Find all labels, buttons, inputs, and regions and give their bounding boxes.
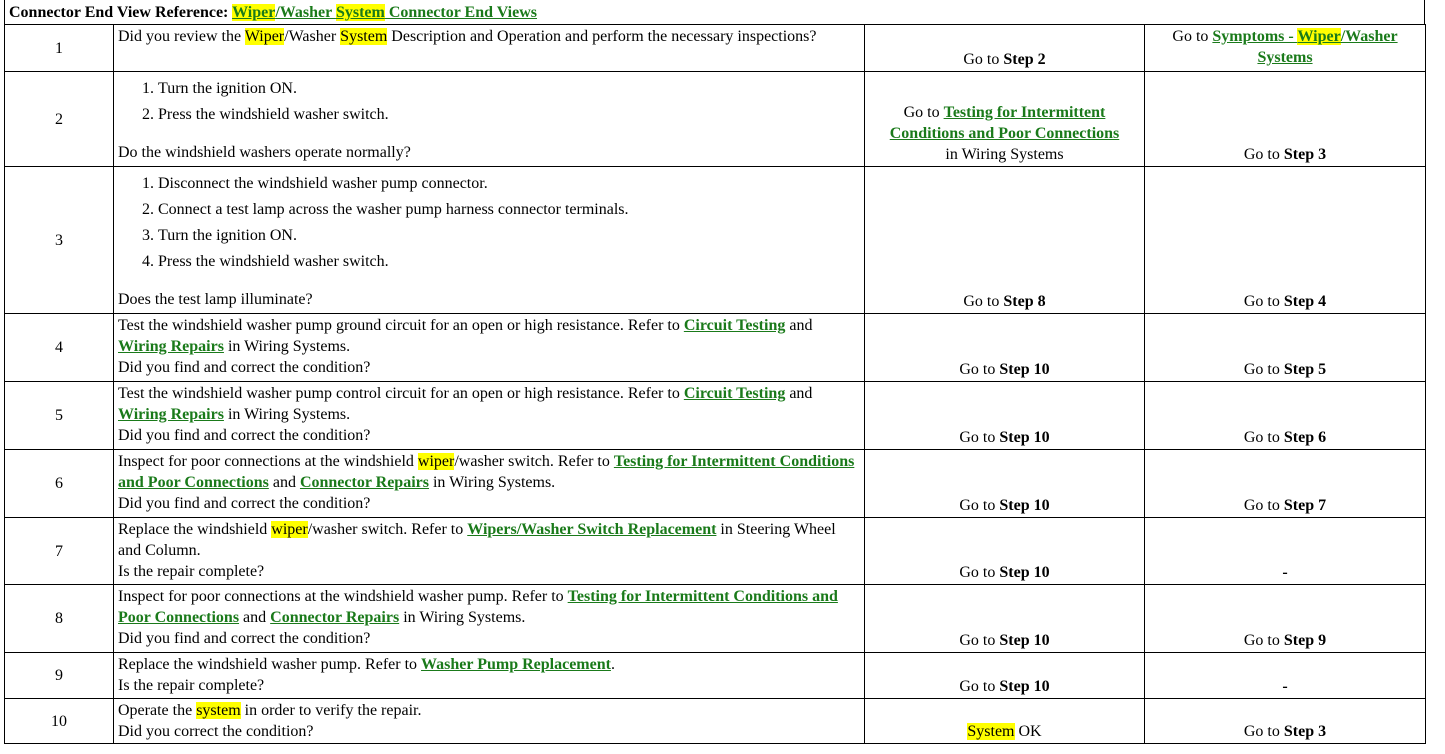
step-question: Is the repair complete? — [118, 563, 265, 580]
table-row — [5, 25, 1426, 72]
yes-action: System OK — [865, 699, 1145, 744]
no-action: Go to Step 9 — [1145, 585, 1426, 653]
no-action: Go to Step 4 — [1145, 167, 1426, 314]
step-description — [114, 72, 865, 167]
diagnostic-table — [4, 24, 1426, 744]
step-link[interactable]: Step 4 — [1283, 293, 1327, 310]
table-row — [5, 699, 1426, 744]
step-question: Did you find and correct the condition? — [118, 359, 371, 376]
intermittent-conditions-link[interactable]: Testing for Intermittent Conditions and Poor Connections — [889, 104, 1120, 142]
diagnostic-page — [4, 0, 1425, 744]
connector-repairs-link[interactable]: Connector Repairs — [270, 609, 400, 626]
connector-end-views-link[interactable]: Wiper/Washer System Connector End Views — [232, 4, 538, 21]
step-question: Is the repair complete? — [118, 677, 265, 694]
step-description: Inspect for poor connections at the windshield wiper/washer switch. Refer to Testing for Intermittent Conditions and Poor Connections and Connector Repairs in Wiring Systems. Did you find and correct the condition? — [114, 450, 865, 518]
yes-action: Go to Step 8 — [865, 167, 1145, 314]
no-action: Go to Symptoms - Wiper/Washer Systems — [1145, 25, 1426, 72]
no-action: Go to Step 7 — [1145, 450, 1426, 518]
step-number: 10 — [5, 699, 114, 744]
step-link[interactable]: Step 10 — [999, 632, 1050, 649]
table-row — [5, 314, 1426, 382]
table-row — [5, 167, 1426, 314]
no-action: - — [1145, 518, 1426, 585]
intermittent-conditions-link[interactable]: Testing for Intermittent Conditions and Poor Connections — [118, 588, 838, 626]
table-row — [5, 518, 1426, 585]
step-link[interactable]: Step 10 — [999, 678, 1050, 695]
table-row — [5, 653, 1426, 699]
step-link[interactable]: Step 8 — [1003, 293, 1046, 310]
step-description: Test the windshield washer pump control circuit for an open or high resistance. Refer to Circuit Testing and Wiring Repairs in Wiring Systems. Did you find and correct the condition? — [114, 382, 865, 450]
step-link[interactable]: Step 10 — [999, 429, 1050, 446]
step-description: Replace the windshield washer pump. Refer to Washer Pump Replacement. Is the repair complete? — [114, 653, 865, 699]
step-number: 3 — [5, 167, 114, 314]
step-link[interactable]: Step 10 — [999, 564, 1050, 581]
step-link[interactable]: Step 10 — [999, 497, 1050, 514]
yes-action: Go to Step 10 — [865, 450, 1145, 518]
wiper-switch-replacement-link[interactable]: Wipers/Washer Switch Replacement — [467, 521, 717, 538]
step-number: 7 — [5, 518, 114, 585]
connector-repairs-link[interactable]: Connector Repairs — [299, 474, 429, 491]
step-number: 2 — [5, 72, 114, 167]
step-number: 1 — [5, 25, 114, 72]
no-action: Go to Step 5 — [1145, 314, 1426, 382]
step-description: Test the windshield washer pump ground circuit for an open or high resistance. Refer to Circuit Testing and Wiring Repairs in Wiring Systems. Did you find and correct the condition? — [114, 314, 865, 382]
step-link[interactable]: Step 10 — [999, 361, 1050, 378]
yes-action: Go to Step 10 — [865, 518, 1145, 585]
yes-action: Go to Testing for Intermittent Conditions and Poor Connections in Wiring Systems — [865, 72, 1145, 167]
no-action: Go to Step 3 — [1145, 72, 1426, 167]
instruction-list: 1. Disconnect the windshield washer pump connector. 2. Connect a test lamp across the washer pump harness connector terminals. 3. Turn the ignition ON. 4. Press the windshield washer switch. — [118, 171, 860, 275]
step-question: Did you find and correct the condition? — [118, 630, 371, 647]
step-question: Did you correct the condition? — [118, 723, 314, 740]
step-link[interactable]: Step 5 — [1283, 361, 1327, 378]
header-label: Connector End View Reference: — [9, 4, 233, 21]
step-question: Did you find and correct the condition? — [118, 495, 371, 512]
step-question: Does the test lamp illuminate? — [118, 291, 313, 308]
step-number: 4 — [5, 314, 114, 382]
step-question: Do the windshield washers operate normally? — [118, 144, 411, 161]
step-number: 5 — [5, 382, 114, 450]
connector-reference-header — [4, 0, 1425, 24]
yes-action: Go to Step 10 — [865, 585, 1145, 653]
step-question: Did you find and correct the condition? — [118, 427, 371, 444]
step-link[interactable]: Step 2 — [1003, 51, 1046, 68]
circuit-testing-link[interactable]: Circuit Testing — [683, 385, 786, 402]
step-link[interactable]: Step 3 — [1283, 723, 1327, 740]
step-number: 9 — [5, 653, 114, 699]
no-action: Go to Step 3 — [1145, 699, 1426, 744]
yes-action: Go to Step 10 — [865, 382, 1145, 450]
step-link[interactable]: Step 9 — [1283, 632, 1327, 649]
washer-pump-replacement-link[interactable]: Washer Pump Replacement — [421, 656, 611, 673]
step-number: 8 — [5, 585, 114, 653]
yes-action: Go to Step 10 — [865, 653, 1145, 699]
circuit-testing-link[interactable]: Circuit Testing — [683, 317, 786, 334]
symptoms-wiper-washer-link[interactable]: Symptoms - Wiper/Washer Systems — [1212, 28, 1398, 66]
step-number: 6 — [5, 450, 114, 518]
yes-action: Go to Step 2 — [865, 25, 1145, 72]
table-row — [5, 72, 1426, 167]
table-row — [5, 450, 1426, 518]
no-action: Go to Step 6 — [1145, 382, 1426, 450]
step-link[interactable]: Step 6 — [1283, 429, 1327, 446]
step-description — [114, 167, 865, 314]
instruction-list: 1. Turn the ignition ON. 2. Press the windshield washer switch. — [118, 76, 860, 128]
step-description: Inspect for poor connections at the windshield washer pump. Refer to Testing for Intermittent Conditions and Poor Connections and Connector Repairs in Wiring Systems. Did you find and correct the condition? — [114, 585, 865, 653]
step-link[interactable]: Step 7 — [1283, 497, 1327, 514]
wiring-repairs-link[interactable]: Wiring Repairs — [118, 338, 224, 355]
intermittent-conditions-link[interactable]: Testing for Intermittent Conditions and Poor Connections — [118, 453, 855, 491]
yes-action: Go to Step 10 — [865, 314, 1145, 382]
no-action: - — [1145, 653, 1426, 699]
table-row — [5, 382, 1426, 450]
table-row — [5, 585, 1426, 653]
step-description: Replace the windshield wiper/washer switch. Refer to Wipers/Washer Switch Replacement in Steering Wheel and Column. Is the repair complete? — [114, 518, 865, 585]
step-description: Did you review the Wiper/Washer System Description and Operation and perform the necessary inspections? — [114, 25, 865, 72]
wiring-repairs-link[interactable]: Wiring Repairs — [118, 406, 224, 423]
step-link[interactable]: Step 3 — [1283, 146, 1327, 163]
step-description: Operate the system in order to verify the repair. Did you correct the condition? — [114, 699, 865, 744]
